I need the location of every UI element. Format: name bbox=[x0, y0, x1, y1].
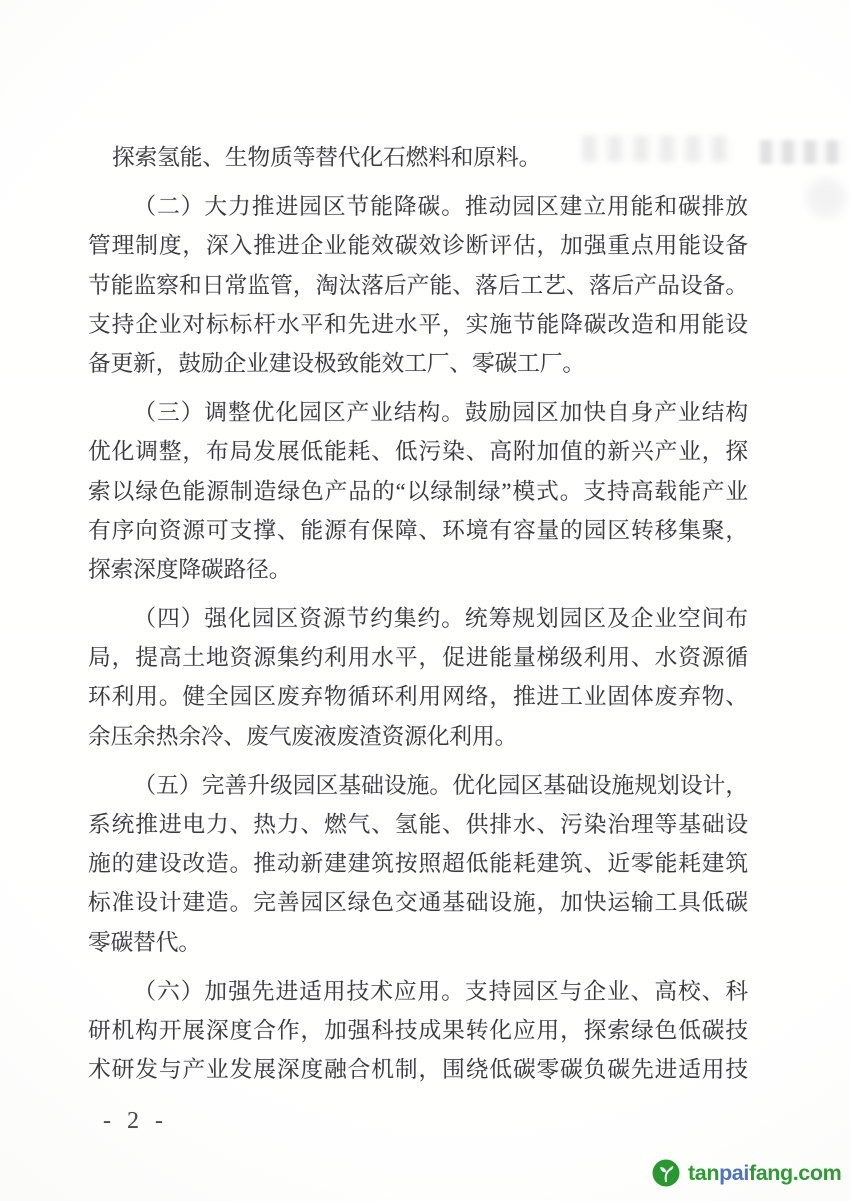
text-line: 探索深度降碳路径。 bbox=[88, 556, 292, 582]
paragraph-continuation bbox=[88, 138, 748, 177]
text-line: （三）调整优化园区产业结构。鼓励园区加快自身产业结构 bbox=[133, 400, 748, 426]
text-line: 探索氢能、生物质等替代化石燃料和原料。 bbox=[112, 145, 542, 170]
watermark-site-name bbox=[688, 1161, 841, 1186]
watermark-segment: fang.com bbox=[748, 1160, 842, 1185]
scan-artifact bbox=[760, 140, 846, 164]
text-line: 标准设计建造。完善园区绿色交通基础设施，加快运输工具低碳 bbox=[88, 890, 748, 916]
text-line: （二）大力推进园区节能降碳。推动园区建立用能和碳排放 bbox=[133, 194, 748, 220]
document-body bbox=[88, 138, 748, 1089]
text-line: 术研发与产业发展深度融合机制，围绕低碳零碳负碳先进适用技 bbox=[88, 1057, 748, 1083]
paragraph-item-4 bbox=[88, 599, 748, 756]
text-line: 备更新，鼓励企业建设极致能效工厂、零碳工厂。 bbox=[88, 350, 585, 376]
text-line: 索以绿色能源制造绿色产品的“以绿制绿”模式。支持高载能产业 bbox=[88, 478, 748, 504]
text-line: 施的建设改造。推动新建建筑按照超低能耗建筑、近零能耗建筑 bbox=[88, 851, 748, 877]
scan-artifact bbox=[806, 178, 846, 218]
text-line: （五）完善升级园区基础设施。优化园区基础设施规划设计， bbox=[133, 772, 748, 798]
text-line: 环利用。健全园区废弃物循环利用网络，推进工业固体废弃物、 bbox=[88, 684, 748, 710]
page-number: - 2 - bbox=[103, 1108, 168, 1134]
tanpaifang-watermark bbox=[651, 1158, 841, 1188]
text-line: 管理制度，深入推进企业能效碳效诊断评估，加强重点用能设备 bbox=[88, 233, 748, 259]
text-line: 系统推进电力、热力、燃气、氢能、供排水、污染治理等基础设 bbox=[88, 812, 748, 837]
paragraph-item-3 bbox=[88, 393, 748, 589]
text-line: 局，提高土地资源集约利用水平，促进能量梯级利用、水资源循 bbox=[88, 645, 748, 671]
text-line: 支持企业对标标杆水平和先进水平，实施节能降碳改造和用能设 bbox=[88, 311, 748, 337]
watermark-segment: tan bbox=[688, 1160, 720, 1185]
text-line: 有序向资源可支撑、能源有保障、环境有容量的园区转移集聚， bbox=[88, 517, 748, 543]
text-line: 零碳替代。 bbox=[88, 929, 201, 955]
text-line: 节能监察和日常监管，淘汰落后产能、落后工艺、落后产品设备。 bbox=[88, 272, 748, 298]
watermark-segment: pai bbox=[719, 1160, 749, 1185]
paragraph-item-5 bbox=[88, 766, 748, 962]
text-line: 优化调整，布局发展低能耗、低污染、高附加值的新兴产业，探 bbox=[88, 439, 748, 465]
paragraph-item-6 bbox=[88, 972, 748, 1090]
text-line: （四）强化园区资源节约集约。统筹规划园区及企业空间布 bbox=[133, 606, 748, 632]
text-line: 研机构开展深度合作，加强科技成果转化应用，探索绿色低碳技 bbox=[88, 1017, 748, 1043]
leaf-circle-icon bbox=[651, 1158, 681, 1188]
text-line: 余压余热余冷、废气废液废渣资源化利用。 bbox=[88, 723, 518, 749]
paragraph-item-2 bbox=[88, 187, 748, 383]
text-line: （六）加强先进适用技术应用。支持园区与企业、高校、科 bbox=[133, 978, 748, 1004]
